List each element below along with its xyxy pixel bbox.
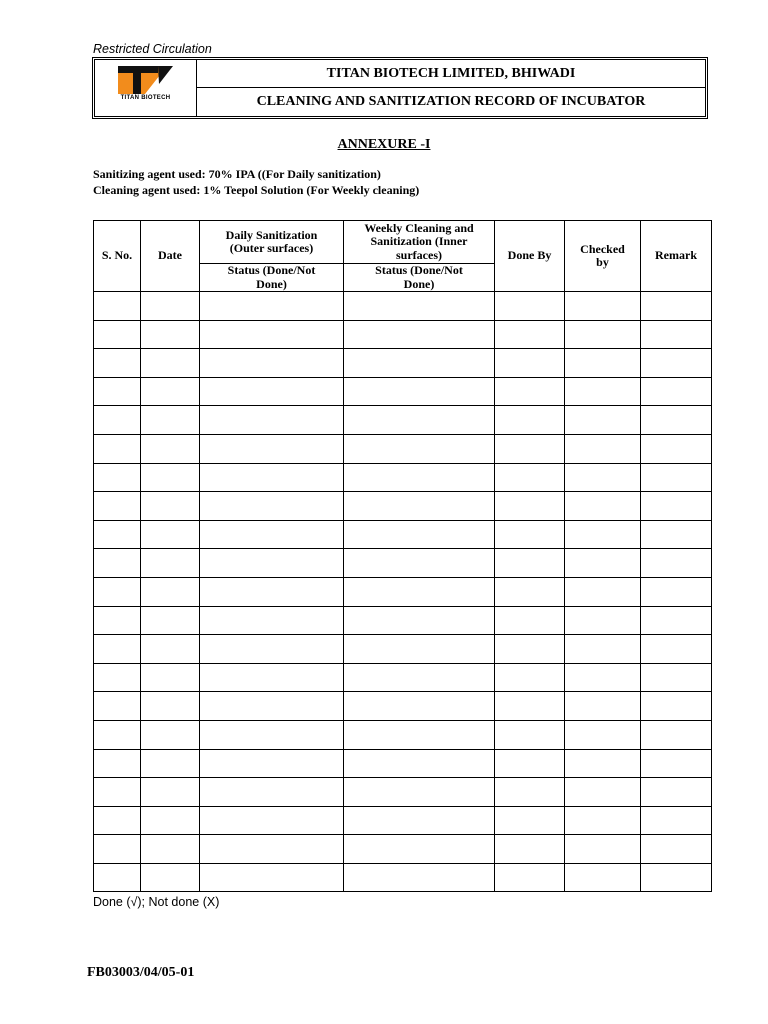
table-row xyxy=(94,720,712,749)
table-cell[interactable] xyxy=(344,377,495,406)
table-cell[interactable] xyxy=(495,835,565,864)
table-cell[interactable] xyxy=(344,778,495,807)
table-cell[interactable] xyxy=(94,292,141,321)
company-name: TITAN BIOTECH LIMITED, BHIWADI xyxy=(197,60,705,88)
table-cell[interactable] xyxy=(641,434,712,463)
table-cell[interactable] xyxy=(344,692,495,721)
table-cell[interactable] xyxy=(200,577,344,606)
header-sno: S. No. xyxy=(94,221,141,292)
table-cell[interactable] xyxy=(495,806,565,835)
table-cell[interactable] xyxy=(641,349,712,378)
table-cell[interactable] xyxy=(641,749,712,778)
table-cell[interactable] xyxy=(495,663,565,692)
table-cell[interactable] xyxy=(94,749,141,778)
table-row xyxy=(94,520,712,549)
table-cell[interactable] xyxy=(495,320,565,349)
table-cell[interactable] xyxy=(344,806,495,835)
table-cell[interactable] xyxy=(141,377,200,406)
table-cell[interactable] xyxy=(344,406,495,435)
table-cell[interactable] xyxy=(94,606,141,635)
table-cell[interactable] xyxy=(141,349,200,378)
table-cell[interactable] xyxy=(94,492,141,521)
table-cell[interactable] xyxy=(94,863,141,892)
table-cell[interactable] xyxy=(495,635,565,664)
table-row xyxy=(94,749,712,778)
table-cell[interactable] xyxy=(565,320,641,349)
table-cell[interactable] xyxy=(200,692,344,721)
table-cell[interactable] xyxy=(141,749,200,778)
header-done-by: Done By xyxy=(495,221,565,292)
table-cell[interactable] xyxy=(641,520,712,549)
cleaning-agent-line: Cleaning agent used: 1% Teepol Solution (For Weekly cleaning) xyxy=(93,183,420,197)
table-cell[interactable] xyxy=(344,349,495,378)
table-cell[interactable] xyxy=(141,492,200,521)
table-cell[interactable] xyxy=(200,835,344,864)
table-cell[interactable] xyxy=(94,549,141,578)
table-cell[interactable] xyxy=(200,349,344,378)
header-weekly-cleaning: Weekly Cleaning and Sanitization (Inner surfaces) xyxy=(344,221,495,264)
table-cell[interactable] xyxy=(141,577,200,606)
table-cell[interactable] xyxy=(141,863,200,892)
header-remark: Remark xyxy=(641,221,712,292)
titan-logo-icon xyxy=(115,64,177,96)
table-row xyxy=(94,606,712,635)
table-cell[interactable] xyxy=(200,492,344,521)
table-cell[interactable] xyxy=(495,549,565,578)
table-cell[interactable] xyxy=(141,434,200,463)
table-cell[interactable] xyxy=(141,635,200,664)
table-cell[interactable] xyxy=(495,492,565,521)
table-cell[interactable] xyxy=(200,806,344,835)
table-cell[interactable] xyxy=(200,406,344,435)
logo-wordmark: TITAN BIOTECH xyxy=(120,95,171,101)
table-cell[interactable] xyxy=(200,778,344,807)
table-cell[interactable] xyxy=(641,806,712,835)
table-cell[interactable] xyxy=(495,577,565,606)
table-cell[interactable] xyxy=(94,463,141,492)
table-cell[interactable] xyxy=(495,692,565,721)
table-cell[interactable] xyxy=(344,520,495,549)
header-daily-status: Status (Done/Not Done) xyxy=(200,264,344,292)
table-cell[interactable] xyxy=(641,720,712,749)
table-cell[interactable] xyxy=(141,320,200,349)
table-row xyxy=(94,492,712,521)
table-cell[interactable] xyxy=(565,692,641,721)
table-row xyxy=(94,635,712,664)
table-cell[interactable] xyxy=(94,377,141,406)
table-cell[interactable] xyxy=(141,720,200,749)
table-cell[interactable] xyxy=(344,635,495,664)
table-cell[interactable] xyxy=(495,520,565,549)
table-cell[interactable] xyxy=(565,463,641,492)
table-cell[interactable] xyxy=(565,406,641,435)
table-cell[interactable] xyxy=(641,549,712,578)
table-cell[interactable] xyxy=(94,806,141,835)
annexure-title: ANNEXURE -I xyxy=(337,137,431,152)
sanitizing-agent-line: Sanitizing agent used: 70% IPA ((For Daily sanitization) xyxy=(93,167,381,181)
table-cell[interactable] xyxy=(200,863,344,892)
form-number: FB03003/04/05-01 xyxy=(87,965,195,980)
document-header xyxy=(94,59,706,117)
table-row xyxy=(94,863,712,892)
table-cell[interactable] xyxy=(565,863,641,892)
table-row xyxy=(94,349,712,378)
table-cell[interactable] xyxy=(565,606,641,635)
table-cell[interactable] xyxy=(565,749,641,778)
table-cell[interactable] xyxy=(344,720,495,749)
table-row xyxy=(94,292,712,321)
table-row xyxy=(94,406,712,435)
table-cell[interactable] xyxy=(641,320,712,349)
table-cell[interactable] xyxy=(565,663,641,692)
table-cell[interactable] xyxy=(141,520,200,549)
table-cell[interactable] xyxy=(565,492,641,521)
table-cell[interactable] xyxy=(565,806,641,835)
table-cell[interactable] xyxy=(94,692,141,721)
table-cell[interactable] xyxy=(495,778,565,807)
table-cell[interactable] xyxy=(94,720,141,749)
table-cell[interactable] xyxy=(641,863,712,892)
sanitization-log-table xyxy=(93,220,712,892)
table-row xyxy=(94,377,712,406)
table-cell[interactable] xyxy=(495,406,565,435)
table-row xyxy=(94,463,712,492)
table-row xyxy=(94,778,712,807)
table-cell[interactable] xyxy=(344,606,495,635)
table-cell[interactable] xyxy=(94,406,141,435)
table-cell[interactable] xyxy=(495,863,565,892)
restricted-circulation-label: Restricted Circulation xyxy=(93,42,212,56)
table-cell[interactable] xyxy=(641,406,712,435)
table-cell[interactable] xyxy=(141,692,200,721)
table-cell[interactable] xyxy=(641,606,712,635)
table-cell[interactable] xyxy=(94,577,141,606)
table-cell[interactable] xyxy=(200,749,344,778)
table-cell[interactable] xyxy=(495,292,565,321)
table-cell[interactable] xyxy=(344,320,495,349)
table-cell[interactable] xyxy=(200,635,344,664)
table-cell[interactable] xyxy=(495,349,565,378)
table-cell[interactable] xyxy=(141,663,200,692)
table-cell[interactable] xyxy=(641,835,712,864)
table-row xyxy=(94,434,712,463)
table-cell[interactable] xyxy=(141,463,200,492)
table-cell[interactable] xyxy=(641,463,712,492)
table-cell[interactable] xyxy=(641,692,712,721)
table-cell[interactable] xyxy=(141,406,200,435)
header-checked-by: Checked by xyxy=(565,221,641,292)
record-title: CLEANING AND SANITIZATION RECORD OF INCUBATOR xyxy=(256,94,646,109)
table-cell[interactable] xyxy=(495,720,565,749)
table-cell[interactable] xyxy=(641,635,712,664)
table-cell[interactable] xyxy=(565,635,641,664)
table-cell[interactable] xyxy=(344,434,495,463)
table-cell[interactable] xyxy=(495,606,565,635)
table-cell[interactable] xyxy=(94,635,141,664)
table-cell[interactable] xyxy=(141,778,200,807)
table-cell[interactable] xyxy=(565,434,641,463)
table-cell[interactable] xyxy=(565,577,641,606)
table-cell[interactable] xyxy=(344,463,495,492)
table-cell[interactable] xyxy=(200,434,344,463)
table-cell[interactable] xyxy=(641,663,712,692)
table-cell[interactable] xyxy=(141,549,200,578)
table-cell[interactable] xyxy=(200,320,344,349)
table-cell[interactable] xyxy=(94,434,141,463)
table-row xyxy=(94,806,712,835)
header-date: Date xyxy=(141,221,200,292)
table-cell[interactable] xyxy=(641,577,712,606)
table-cell[interactable] xyxy=(495,749,565,778)
table-cell[interactable] xyxy=(565,835,641,864)
table-cell[interactable] xyxy=(565,720,641,749)
table-row xyxy=(94,577,712,606)
table-cell[interactable] xyxy=(141,292,200,321)
header-daily-sanitization: Daily Sanitization (Outer surfaces) xyxy=(200,221,344,264)
table-cell[interactable] xyxy=(565,520,641,549)
table-cell[interactable] xyxy=(565,377,641,406)
header-weekly-status: Status (Done/Not Done) xyxy=(344,264,495,292)
table-cell[interactable] xyxy=(200,606,344,635)
table-row xyxy=(94,549,712,578)
table-cell[interactable] xyxy=(94,663,141,692)
table-cell[interactable] xyxy=(200,292,344,321)
table-cell[interactable] xyxy=(200,463,344,492)
table-cell[interactable] xyxy=(94,835,141,864)
table-cell[interactable] xyxy=(344,577,495,606)
table-cell[interactable] xyxy=(641,492,712,521)
table-cell[interactable] xyxy=(344,749,495,778)
table-cell[interactable] xyxy=(495,434,565,463)
table-cell[interactable] xyxy=(344,492,495,521)
table-cell[interactable] xyxy=(344,663,495,692)
table-cell[interactable] xyxy=(141,806,200,835)
table-cell[interactable] xyxy=(94,320,141,349)
table-cell[interactable] xyxy=(344,863,495,892)
table-row xyxy=(94,663,712,692)
table-cell[interactable] xyxy=(141,835,200,864)
company-logo xyxy=(95,60,197,116)
table-cell[interactable] xyxy=(200,549,344,578)
table-cell[interactable] xyxy=(641,778,712,807)
table-row xyxy=(94,692,712,721)
table-row xyxy=(94,320,712,349)
table-cell[interactable] xyxy=(641,377,712,406)
table-cell[interactable] xyxy=(344,549,495,578)
table-cell[interactable] xyxy=(141,606,200,635)
table-cell[interactable] xyxy=(200,377,344,406)
table-cell[interactable] xyxy=(344,292,495,321)
table-cell[interactable] xyxy=(495,377,565,406)
table-cell[interactable] xyxy=(565,349,641,378)
table-cell[interactable] xyxy=(200,720,344,749)
status-legend: Done (√); Not done (X) xyxy=(93,895,220,909)
table-cell[interactable] xyxy=(495,463,565,492)
table-cell[interactable] xyxy=(94,778,141,807)
table-cell[interactable] xyxy=(344,835,495,864)
table-row xyxy=(94,835,712,864)
table-cell[interactable] xyxy=(565,292,641,321)
table-cell[interactable] xyxy=(200,663,344,692)
table-cell[interactable] xyxy=(641,292,712,321)
table-cell[interactable] xyxy=(200,520,344,549)
table-cell[interactable] xyxy=(94,520,141,549)
table-cell[interactable] xyxy=(565,549,641,578)
table-cell[interactable] xyxy=(565,778,641,807)
table-cell[interactable] xyxy=(94,349,141,378)
